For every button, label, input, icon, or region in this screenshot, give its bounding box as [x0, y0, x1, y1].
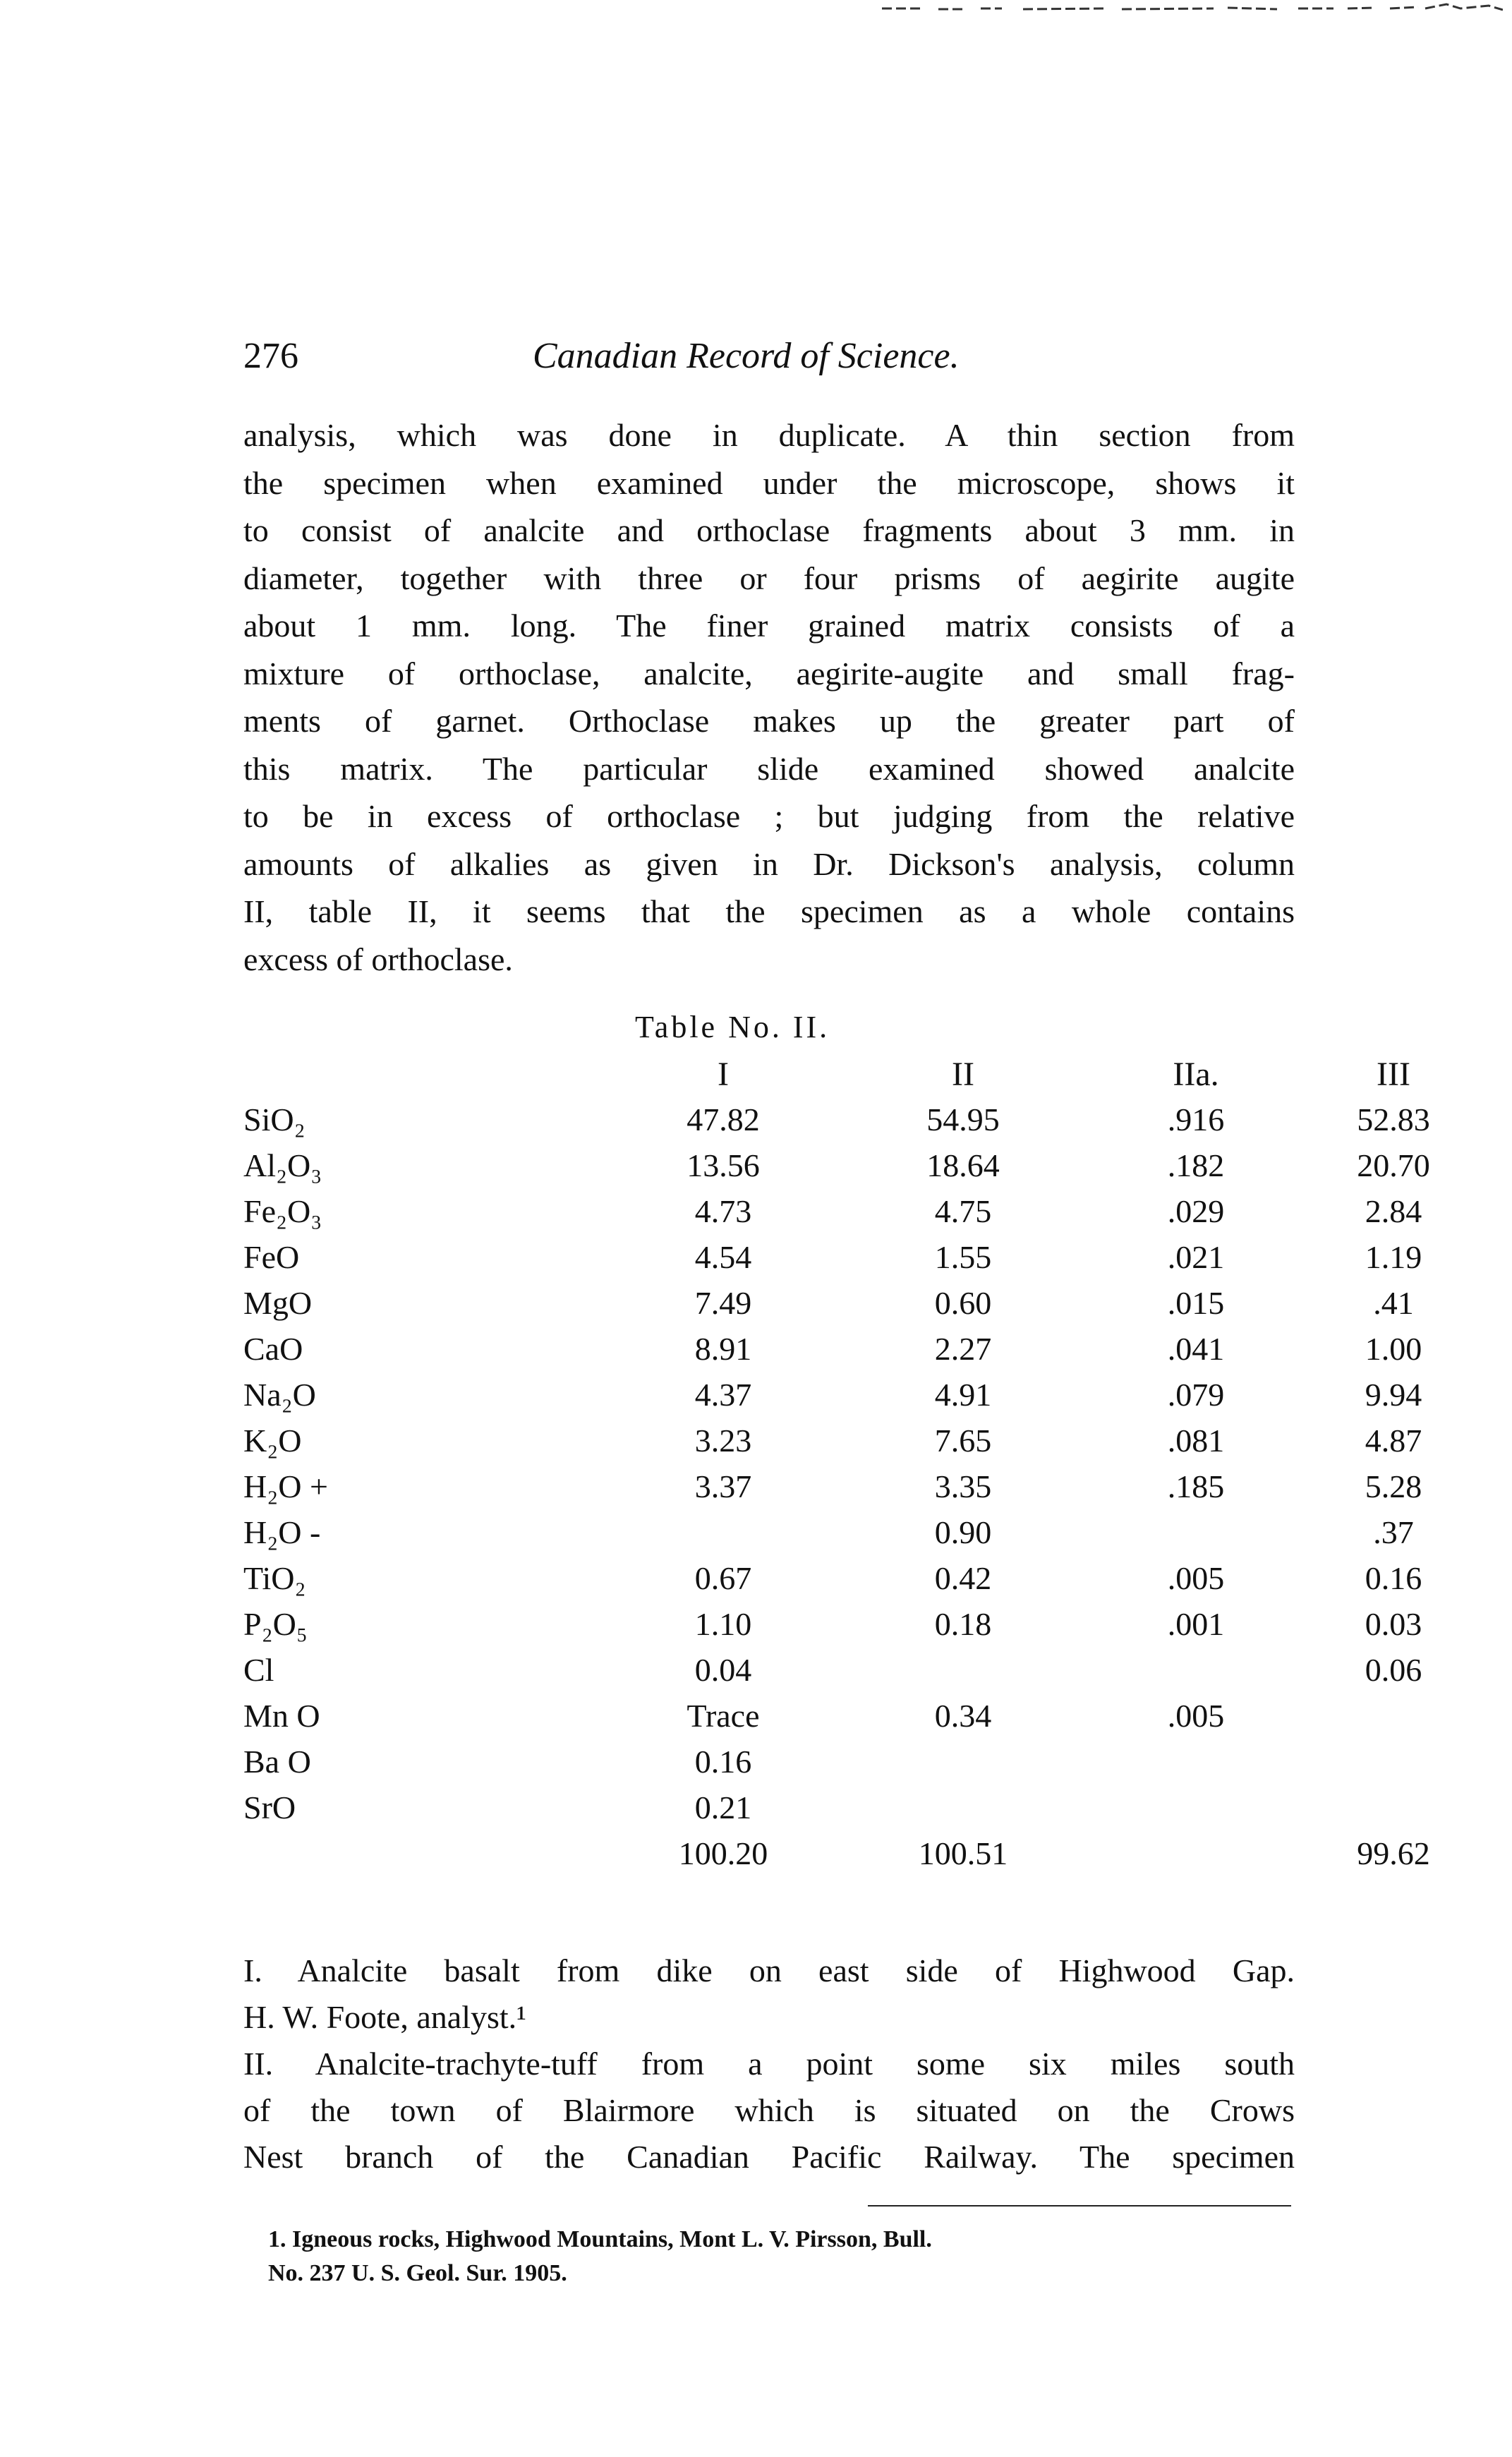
oxide-label: MgO — [243, 1285, 313, 1321]
table-header-cell: II — [952, 1056, 974, 1093]
table-cell: 100.51 — [918, 1835, 1008, 1871]
table-cell: 3.23 — [694, 1423, 752, 1459]
oxide-label: CaO — [243, 1331, 303, 1367]
scan-edge-artifact — [882, 0, 1503, 17]
running-header — [243, 335, 1302, 385]
table-cell: 54.95 — [926, 1101, 1000, 1137]
note-line: Nest branch of the Canadian Pacific Railway. The specimen — [243, 2139, 1295, 2175]
table-cell: 0.34 — [934, 1698, 992, 1734]
table-cell: 0.42 — [934, 1560, 992, 1596]
page-number: 276 — [243, 336, 298, 376]
oxide-label: H₂O - — [243, 1514, 321, 1550]
running-title: Canadian Record of Science. — [533, 336, 960, 376]
body-line: amounts of alkalies as given in Dr. Dickson's analysis, column — [243, 845, 1295, 882]
table-cell: 0.16 — [694, 1744, 752, 1780]
table-cell: .005 — [1167, 1560, 1225, 1596]
table-row — [243, 1330, 1422, 1376]
table-row — [243, 1422, 1422, 1468]
table-cell: 99.62 — [1357, 1835, 1430, 1871]
table-cell: .182 — [1167, 1147, 1225, 1183]
body-paragraph — [243, 411, 1295, 983]
table-cell: 2.27 — [934, 1331, 992, 1367]
table-row — [243, 1559, 1422, 1605]
table-cell: 0.21 — [694, 1789, 752, 1825]
table-cell: .021 — [1167, 1239, 1225, 1275]
oxide-label: TiO₂ — [243, 1560, 306, 1596]
note-line: I. Analcite basalt from dike on east side of Highwood Gap. — [243, 1952, 1295, 1988]
table-row — [243, 1605, 1422, 1651]
table-cell: 5.28 — [1365, 1468, 1422, 1504]
table-notes — [243, 1948, 1295, 2180]
table-row — [243, 1376, 1422, 1422]
table-cell: 2.84 — [1365, 1193, 1422, 1229]
table-cell: 20.70 — [1357, 1147, 1430, 1183]
table-cell: 4.75 — [934, 1193, 992, 1229]
body-line: the specimen when examined under the microscope, shows it — [243, 464, 1295, 501]
table-cell: 9.94 — [1365, 1377, 1422, 1413]
table-cell: 1.10 — [694, 1606, 752, 1642]
body-line: ments of garnet. Orthoclase makes up the greater part of — [243, 703, 1295, 739]
table-cell: 0.90 — [934, 1514, 992, 1550]
table-row — [243, 1147, 1430, 1193]
table-cell: .37 — [1373, 1514, 1414, 1550]
body-line: this matrix. The particular slide examined showed analcite — [243, 750, 1295, 787]
oxide-label: H₂O + — [243, 1468, 328, 1504]
table-cell: 1.19 — [1365, 1239, 1422, 1275]
table-cell: 47.82 — [687, 1101, 760, 1137]
table-header-cell: I — [718, 1056, 729, 1093]
oxide-label: SiO₂ — [243, 1101, 306, 1137]
table-cell: .015 — [1167, 1285, 1225, 1321]
table-header-cell: IIa. — [1173, 1056, 1219, 1093]
footnote-divider — [868, 2205, 1291, 2207]
table-header-row — [243, 1055, 1410, 1101]
table-cell: 7.65 — [934, 1423, 992, 1459]
table-row — [243, 1238, 1422, 1284]
table-cell: 1.55 — [934, 1239, 992, 1275]
table-cell: 52.83 — [1357, 1101, 1430, 1137]
table-cell: 4.37 — [694, 1377, 752, 1413]
note-line: of the town of Blairmore which is situated on the Crows — [243, 2092, 1295, 2128]
oxide-label: Mn O — [243, 1698, 320, 1734]
table-row — [243, 1651, 1422, 1697]
table-cell: 3.35 — [934, 1468, 992, 1504]
table-cell: 0.16 — [1365, 1560, 1422, 1596]
table-cell: Trace — [687, 1698, 760, 1734]
table-cell: 0.03 — [1365, 1606, 1422, 1642]
table-cell: 13.56 — [687, 1147, 760, 1183]
body-line: analysis, which was done in duplicate. A thin section from — [243, 417, 1295, 453]
table-cell: .41 — [1373, 1285, 1414, 1321]
oxide-label: Fe₂O₃ — [243, 1193, 322, 1229]
table-cell: .081 — [1167, 1423, 1225, 1459]
table-body — [243, 1101, 1430, 1881]
table-cell: 0.60 — [934, 1285, 992, 1321]
body-line: about 1 mm. long. The finer grained matrix consists of a — [243, 608, 1295, 644]
table-cell: 8.91 — [694, 1331, 752, 1367]
table-cell: .041 — [1167, 1331, 1225, 1367]
table-cell: 0.67 — [694, 1560, 752, 1596]
oxide-label: Al₂O₃ — [243, 1147, 322, 1183]
table-header-cell: III — [1377, 1056, 1410, 1093]
table-row — [243, 1101, 1430, 1147]
body-line: II, table II, it seems that the specimen as a whole contains — [243, 893, 1295, 929]
table-row — [243, 1743, 1302, 1789]
table-title: Table No. II. — [635, 1010, 830, 1044]
table-cell: 7.49 — [694, 1285, 752, 1321]
oxide-label: K₂O — [243, 1423, 302, 1459]
footnote-line: No. 237 U. S. Geol. Sur. 1905. — [268, 2260, 567, 2286]
oxide-label: Ba O — [243, 1744, 311, 1780]
note-line: II. Analcite-trachyte-tuff from a point some six miles south — [243, 2046, 1295, 2082]
body-line: excess of orthoclase. — [243, 941, 513, 977]
table-total-row — [243, 1835, 1430, 1881]
table-cell: .029 — [1167, 1193, 1225, 1229]
table-row — [243, 1468, 1422, 1514]
analysis-table — [243, 1055, 1430, 1881]
table-cell: 4.87 — [1365, 1423, 1422, 1459]
table-cell: 1.00 — [1365, 1331, 1422, 1367]
table-row — [243, 1193, 1422, 1238]
body-line: to be in excess of orthoclase ; but judging from the relative — [243, 798, 1295, 834]
table-cell: 0.18 — [934, 1606, 992, 1642]
note-line: H. W. Foote, analyst.¹ — [243, 1999, 526, 2035]
table-row — [243, 1789, 1302, 1835]
table-cell: .005 — [1167, 1698, 1225, 1734]
table-cell: 4.54 — [694, 1239, 752, 1275]
table-cell: 0.06 — [1365, 1652, 1422, 1688]
table-row — [243, 1284, 1414, 1330]
body-line: diameter, together with three or four prisms of aegirite augite — [243, 560, 1295, 596]
footnote-line: 1. Igneous rocks, Highwood Mountains, Mont L. V. Pirsson, Bull. — [268, 2226, 932, 2252]
oxide-label: Na₂O — [243, 1377, 316, 1413]
table-cell: .185 — [1167, 1468, 1225, 1504]
oxide-label: FeO — [243, 1239, 300, 1275]
footnote — [268, 2223, 1185, 2290]
table-row — [243, 1514, 1414, 1559]
table-cell: 3.37 — [694, 1468, 752, 1504]
table-cell: .079 — [1167, 1377, 1225, 1413]
table-cell: 4.73 — [694, 1193, 752, 1229]
oxide-label: Cl — [243, 1652, 274, 1688]
oxide-label: P₂O₅ — [243, 1606, 308, 1642]
body-line: to consist of analcite and orthoclase fragments about 3 mm. in — [243, 512, 1295, 548]
table-cell: 18.64 — [926, 1147, 1000, 1183]
body-line: mixture of orthoclase, analcite, aegirite-augite and small frag- — [243, 655, 1295, 692]
table-row — [243, 1697, 1302, 1743]
table-cell: .916 — [1167, 1101, 1225, 1137]
table-cell: 4.91 — [934, 1377, 992, 1413]
oxide-label: SrO — [243, 1789, 296, 1825]
table-cell: 100.20 — [678, 1835, 768, 1871]
table-cell: 0.04 — [694, 1652, 752, 1688]
table-cell: .001 — [1167, 1606, 1225, 1642]
